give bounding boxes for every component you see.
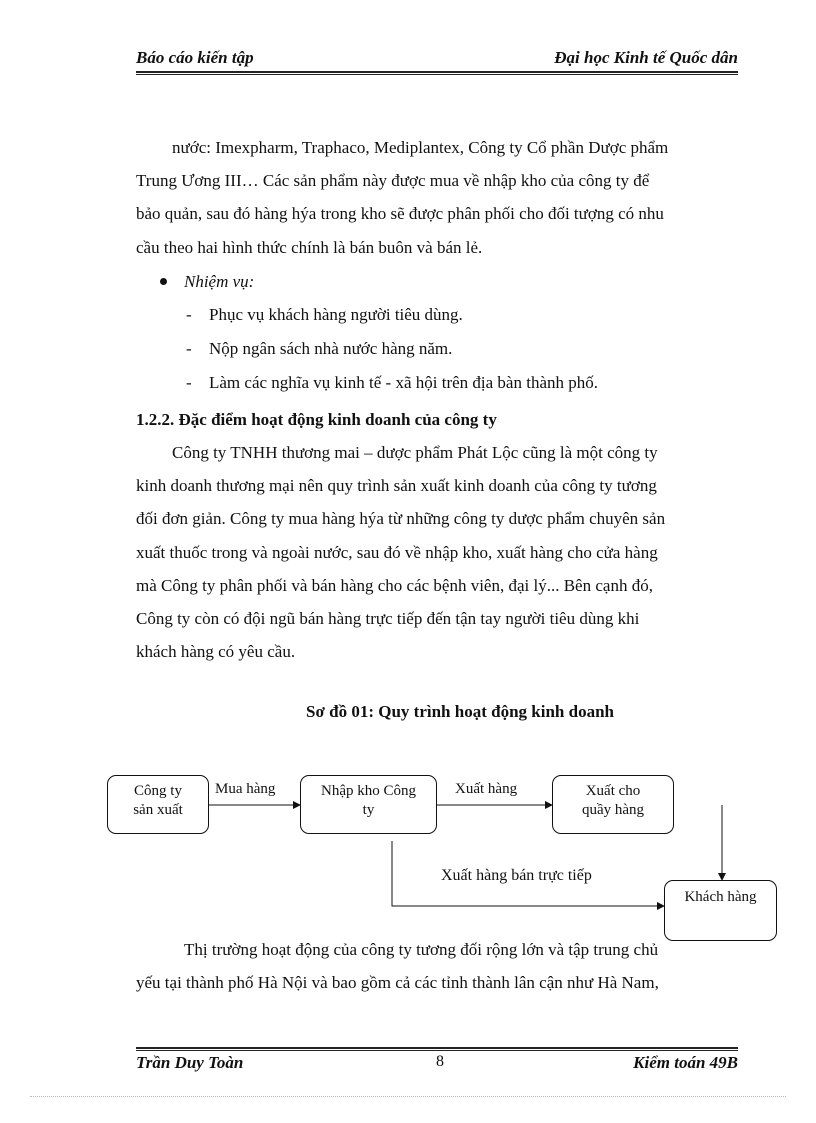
paragraph-3 (136, 933, 738, 999)
page-number: 8 (436, 1053, 444, 1070)
box-customer: Khách hàng (664, 880, 777, 941)
paragraph-line: kinh doanh thương mại nên quy trình sản xuất kinh doanh của công ty tương (136, 476, 657, 496)
task-text: Nộp ngân sách nhà nước hàng năm. (209, 339, 453, 358)
task-item: - Nộp ngân sách nhà nước hàng năm. (186, 339, 453, 358)
box-line: sản xuất (133, 802, 183, 818)
bullet-label: Nhiệm vụ: (184, 272, 255, 291)
box-counter (552, 775, 674, 834)
paragraph-line: Thị trường hoạt động của công ty tương đối rộng lớn và tập trung chủ (184, 940, 659, 959)
box-warehouse (300, 775, 437, 834)
header-right: Đại học Kinh tế Quốc dân (554, 48, 738, 67)
paragraph-line: Công ty TNHH thương mai – dược phẩm Phát Lộc cũng là một công ty (172, 443, 658, 462)
page-edge-divider (30, 1096, 786, 1097)
paragraph-line: Trung Ương III… Các sản phẩm này được mua về nhập kho của công ty để (136, 171, 650, 191)
paragraph-line: nước: Imexpharm, Traphaco, Mediplantex, Công ty Cổ phần Dược phẩm (172, 138, 669, 157)
edge-label-buy: Mua hàng (215, 781, 276, 797)
edge-label-direct: Xuất hàng bán trực tiếp (441, 867, 592, 884)
task-item: - Làm các nghĩa vụ kinh tế - xã hội trên địa bàn thành phố. (186, 373, 598, 392)
diagram-title: Sơ đồ 01: Quy trình hoạt động kinh doanh (306, 702, 614, 721)
box-line: ty (362, 802, 375, 818)
footer-right: Kiểm toán 49B (633, 1053, 738, 1072)
section-heading: 1.2.2. Đặc điểm hoạt động kinh doanh của công ty (136, 410, 497, 429)
box-line: quầy hàng (581, 802, 645, 818)
box-line: Nhập kho Công (321, 783, 416, 799)
task-text: Phục vụ khách hàng người tiêu dùng. (209, 305, 463, 324)
paragraph-line: bảo quản, sau đó hàng hýa trong kho sẽ được phân phối cho đối tượng có nhu (136, 204, 664, 224)
paragraph-line: đối đơn giản. Công ty mua hàng hýa từ những công ty dược phẩm chuyên sản (136, 509, 666, 529)
page-footer (136, 1053, 738, 1075)
box-line: Xuất cho (585, 783, 641, 799)
box-line: Công ty (134, 783, 182, 799)
footer-author: Trần Duy Toàn (136, 1053, 244, 1072)
task-text: Làm các nghĩa vụ kinh tế - xã hội trên địa bàn thành phố. (209, 373, 598, 392)
paragraph-line: khách hàng có yêu cầu. (136, 642, 296, 662)
paragraph-line: yếu tại thành phố Hà Nội và bao gồm cả các tỉnh thành lân cận như Hà Nam, (136, 973, 659, 993)
edge-label-export: Xuất hàng (455, 781, 518, 797)
footer-rule-thin (136, 1050, 738, 1051)
paragraph-line: xuất thuốc trong và ngoài nước, sau đó về nhập kho, xuất hàng cho cửa hàng (136, 542, 658, 562)
footer-rule (136, 1047, 738, 1049)
task-item: - Phục vụ khách hàng người tiêu dùng. (186, 305, 463, 324)
box-producer (107, 775, 209, 834)
paragraph-line: mà Công ty phân phối và bán hàng cho các bệnh viên, đại lý... Bên cạnh đó, (136, 575, 653, 595)
header-left: Báo cáo kiến tập (136, 48, 254, 67)
paragraph-line: cầu theo hai hình thức chính là bán buôn và bán lẻ. (136, 237, 483, 257)
paragraph-line: Công ty còn có đội ngũ bán hàng trực tiếp đến tận tay người tiêu dùng khi (136, 609, 640, 629)
